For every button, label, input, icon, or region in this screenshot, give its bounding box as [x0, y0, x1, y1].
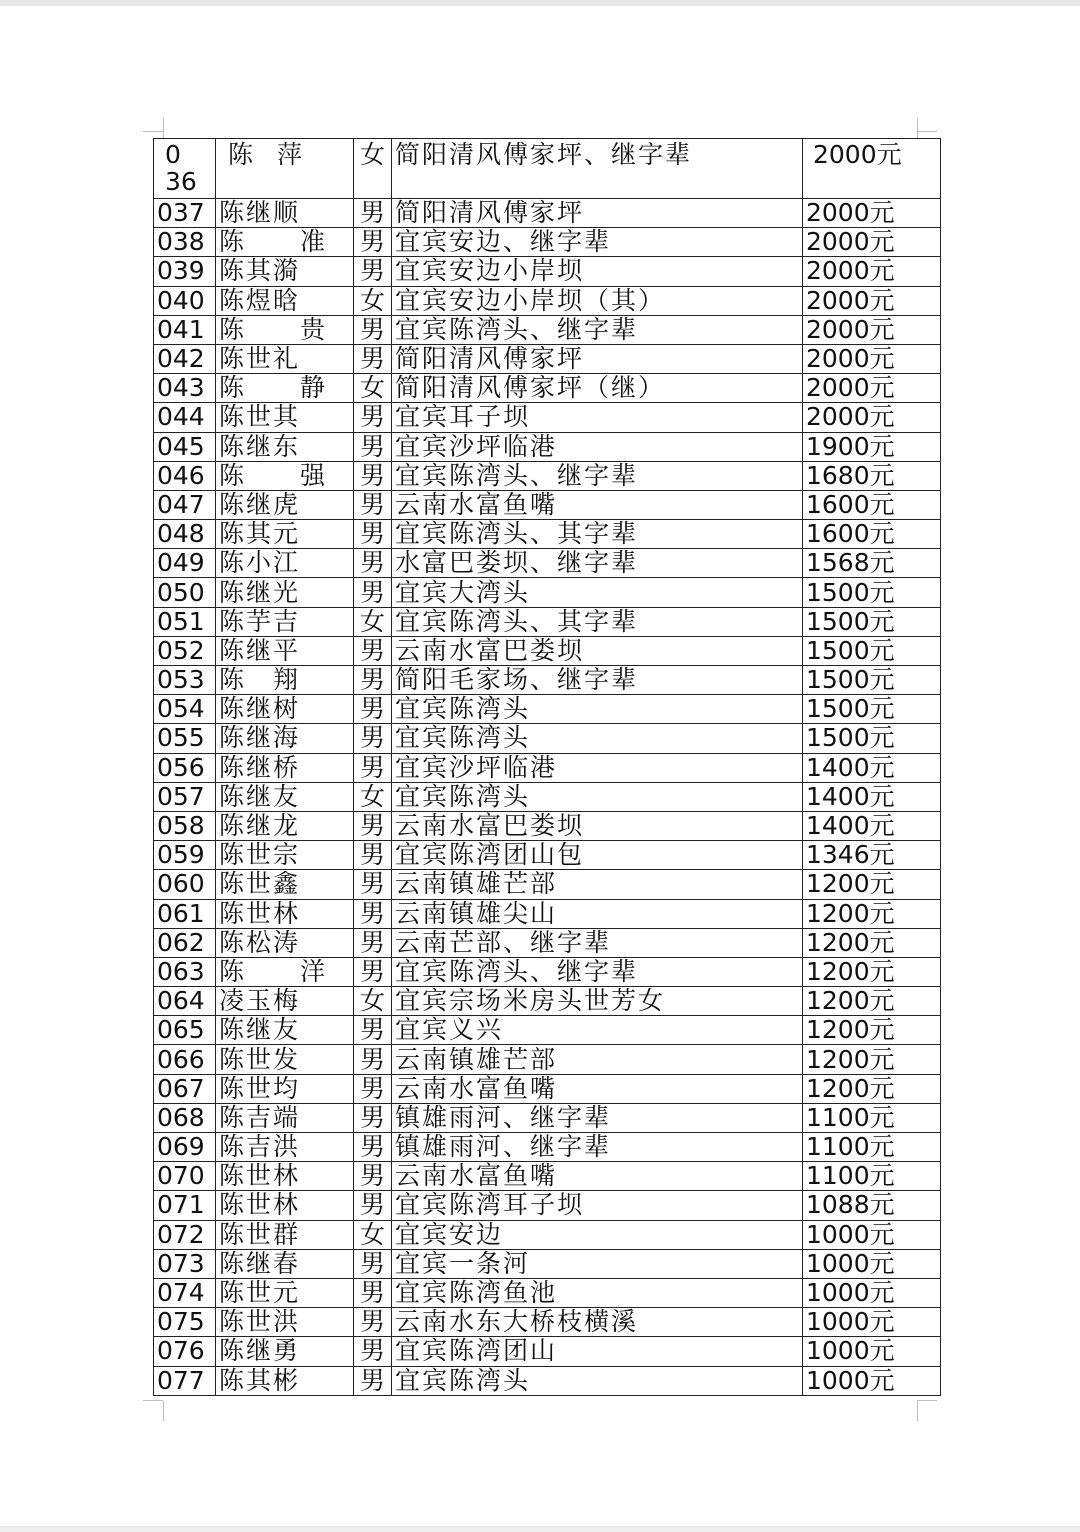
gender-cell: 女 — [354, 782, 392, 811]
gender-cell: 男 — [354, 753, 392, 782]
origin-cell: 云南水富鱼嘴 — [392, 490, 803, 519]
serial-number-cell: 066 — [154, 1045, 216, 1074]
origin-cell: 宜宾一条河 — [392, 1249, 803, 1278]
name-cell: 陈世发 — [216, 1045, 354, 1074]
crop-mark — [917, 1400, 937, 1401]
amount-cell: 1200元 — [803, 1016, 941, 1045]
gender-cell: 男 — [354, 928, 392, 957]
name-cell: 陈煜晗 — [216, 286, 354, 315]
origin-cell: 云南镇雄芒部 — [392, 1045, 803, 1074]
serial-number-cell: 077 — [154, 1366, 216, 1395]
crop-mark — [143, 131, 163, 132]
amount-cell: 2000元 — [803, 286, 941, 315]
name-cell: 陈世元 — [216, 1278, 354, 1307]
table-row — [154, 374, 941, 403]
table-row — [154, 666, 941, 695]
name-cell: 陈世均 — [216, 1074, 354, 1103]
serial-number-cell: 059 — [154, 841, 216, 870]
table-row — [154, 1249, 941, 1278]
amount-cell: 2000元 — [803, 315, 941, 344]
name-cell: 陈其元 — [216, 520, 354, 549]
gender-cell: 男 — [354, 1016, 392, 1045]
table-row — [154, 490, 941, 519]
name-cell: 陈继虎 — [216, 490, 354, 519]
serial-number-cell: 056 — [154, 753, 216, 782]
serial-number-cell: 065 — [154, 1016, 216, 1045]
serial-number-cell: 051 — [154, 607, 216, 636]
origin-cell: 云南芒部、继字辈 — [392, 928, 803, 957]
name-cell: 陈继海 — [216, 724, 354, 753]
serial-number-cell: 049 — [154, 549, 216, 578]
serial-number-cell: 072 — [154, 1220, 216, 1249]
serial-number-cell: 062 — [154, 928, 216, 957]
amount-cell: 1500元 — [803, 607, 941, 636]
amount-cell: 1600元 — [803, 490, 941, 519]
origin-cell: 云南水富鱼嘴 — [392, 1162, 803, 1191]
table-row — [154, 811, 941, 840]
origin-cell: 云南水东大桥枝横溪 — [392, 1308, 803, 1337]
origin-cell: 宜宾陈湾头、其字辈 — [392, 520, 803, 549]
amount-cell: 1200元 — [803, 870, 941, 899]
origin-cell: 宜宾沙坪临港 — [392, 753, 803, 782]
name-cell: 陈继树 — [216, 695, 354, 724]
origin-cell: 云南镇雄尖山 — [392, 899, 803, 928]
gender-cell: 男 — [354, 461, 392, 490]
origin-cell: 简阳清风傅家坪 — [392, 199, 803, 228]
table-row — [154, 1191, 941, 1220]
name-cell: 陈世群 — [216, 1220, 354, 1249]
serial-number-cell: 048 — [154, 520, 216, 549]
amount-cell: 1500元 — [803, 578, 941, 607]
origin-cell: 宜宾宗场米房头世芳女 — [392, 987, 803, 1016]
gender-cell: 男 — [354, 1045, 392, 1074]
name-cell: 陈其彬 — [216, 1366, 354, 1395]
name-cell: 陈继平 — [216, 636, 354, 665]
name-cell: 陈吉端 — [216, 1103, 354, 1132]
table-row — [154, 257, 941, 286]
table-row — [154, 636, 941, 665]
amount-cell: 1500元 — [803, 666, 941, 695]
bottom-edge-bar — [0, 1526, 1080, 1532]
origin-cell: 宜宾陈湾头、继字辈 — [392, 957, 803, 986]
amount-cell: 1400元 — [803, 753, 941, 782]
serial-number-cell: 058 — [154, 811, 216, 840]
table-row — [154, 1103, 941, 1132]
serial-number-cell: 045 — [154, 432, 216, 461]
amount-cell: 1100元 — [803, 1162, 941, 1191]
name-cell: 陈芋吉 — [216, 607, 354, 636]
gender-cell: 男 — [354, 1366, 392, 1395]
table-row — [154, 1074, 941, 1103]
table-row — [154, 1133, 941, 1162]
serial-number-cell: 054 — [154, 695, 216, 724]
table-row — [154, 1045, 941, 1074]
serial-number-cell: 068 — [154, 1103, 216, 1132]
amount-cell: 1000元 — [803, 1278, 941, 1307]
gender-cell: 男 — [354, 1074, 392, 1103]
origin-cell: 宜宾安边小岸坝（其） — [392, 286, 803, 315]
table-row — [154, 695, 941, 724]
table-row — [154, 957, 941, 986]
gender-cell: 男 — [354, 636, 392, 665]
name-cell: 陈世礼 — [216, 344, 354, 373]
table-row — [154, 987, 941, 1016]
origin-cell: 云南镇雄芒部 — [392, 870, 803, 899]
gender-cell: 男 — [354, 870, 392, 899]
table-row — [154, 841, 941, 870]
serial-number-cell: 063 — [154, 957, 216, 986]
serial-number-part: 0 — [165, 140, 181, 169]
serial-number-cell: 074 — [154, 1278, 216, 1307]
serial-number-cell: 040 — [154, 286, 216, 315]
gender-cell: 男 — [354, 403, 392, 432]
gender-cell: 男 — [354, 841, 392, 870]
gender-cell: 男 — [354, 1162, 392, 1191]
serial-number-cell: 069 — [154, 1133, 216, 1162]
crop-mark — [917, 118, 918, 138]
donation-table — [153, 138, 941, 1396]
amount-cell: 2000元 — [803, 139, 941, 199]
origin-cell: 宜宾陈湾团山包 — [392, 841, 803, 870]
origin-cell: 宜宾安边 — [392, 1220, 803, 1249]
name-cell: 陈世宗 — [216, 841, 354, 870]
origin-cell: 宜宾陈湾头、继字辈 — [392, 315, 803, 344]
name-cell: 陈世洪 — [216, 1308, 354, 1337]
name-cell: 陈继东 — [216, 432, 354, 461]
origin-cell: 宜宾陈湾鱼池 — [392, 1278, 803, 1307]
gender-cell: 男 — [354, 1191, 392, 1220]
name-cell: 陈 强 — [216, 461, 354, 490]
serial-number-cell: 038 — [154, 228, 216, 257]
crop-mark — [917, 131, 937, 132]
serial-number-cell: 067 — [154, 1074, 216, 1103]
name-cell: 陈萍 — [216, 139, 354, 199]
serial-number-cell: 060 — [154, 870, 216, 899]
origin-cell: 简阳毛家场、继字辈 — [392, 666, 803, 695]
name-cell: 陈继友 — [216, 782, 354, 811]
table-row — [154, 139, 941, 199]
origin-cell: 宜宾陈湾耳子坝 — [392, 1191, 803, 1220]
serial-number-cell: 075 — [154, 1308, 216, 1337]
origin-cell: 简阳清风傅家坪、继字辈 — [392, 139, 803, 199]
gender-cell: 男 — [354, 257, 392, 286]
top-edge-bar — [0, 0, 1080, 6]
gender-cell: 女 — [354, 1220, 392, 1249]
table-row — [154, 1366, 941, 1395]
gender-cell: 男 — [354, 1278, 392, 1307]
name-cell: 陈继光 — [216, 578, 354, 607]
amount-cell: 1900元 — [803, 432, 941, 461]
serial-number-cell: 064 — [154, 987, 216, 1016]
origin-cell: 宜宾安边小岸坝 — [392, 257, 803, 286]
name-cell: 陈小江 — [216, 549, 354, 578]
origin-cell: 云南水富巴娄坝 — [392, 636, 803, 665]
name-cell: 凌玉梅 — [216, 987, 354, 1016]
serial-number-cell: 052 — [154, 636, 216, 665]
amount-cell: 1100元 — [803, 1133, 941, 1162]
gender-cell: 女 — [354, 139, 392, 199]
table-row — [154, 607, 941, 636]
amount-cell: 1200元 — [803, 1074, 941, 1103]
amount-cell: 1000元 — [803, 1220, 941, 1249]
amount-cell: 1200元 — [803, 957, 941, 986]
origin-cell: 宜宾陈湾头 — [392, 782, 803, 811]
gender-cell: 男 — [354, 344, 392, 373]
amount-cell: 1000元 — [803, 1249, 941, 1278]
origin-cell: 宜宾义兴 — [392, 1016, 803, 1045]
name-cell: 陈继龙 — [216, 811, 354, 840]
crop-mark — [163, 1401, 164, 1421]
gender-cell: 男 — [354, 315, 392, 344]
table-row — [154, 1162, 941, 1191]
amount-cell: 1000元 — [803, 1337, 941, 1366]
serial-number-cell: 047 — [154, 490, 216, 519]
amount-cell: 1568元 — [803, 549, 941, 578]
table-row — [154, 432, 941, 461]
table-row — [154, 578, 941, 607]
table-row — [154, 1308, 941, 1337]
origin-cell: 水富巴娄坝、继字辈 — [392, 549, 803, 578]
name-cell: 陈继勇 — [216, 1337, 354, 1366]
origin-cell: 宜宾陈湾头、其字辈 — [392, 607, 803, 636]
serial-number-cell: 070 — [154, 1162, 216, 1191]
amount-cell: 1000元 — [803, 1308, 941, 1337]
table-row — [154, 782, 941, 811]
amount-cell: 1500元 — [803, 636, 941, 665]
amount-cell: 1200元 — [803, 899, 941, 928]
serial-number-cell: 042 — [154, 344, 216, 373]
name-cell: 陈继春 — [216, 1249, 354, 1278]
gender-cell: 男 — [354, 899, 392, 928]
amount-cell: 1400元 — [803, 811, 941, 840]
gender-cell: 男 — [354, 490, 392, 519]
origin-cell: 简阳清风傅家坪（继） — [392, 374, 803, 403]
origin-cell: 宜宾耳子坝 — [392, 403, 803, 432]
serial-number-cell: 053 — [154, 666, 216, 695]
table-row — [154, 899, 941, 928]
gender-cell: 女 — [354, 607, 392, 636]
name-cell: 陈 静 — [216, 374, 354, 403]
name-cell: 陈世林 — [216, 1191, 354, 1220]
amount-cell: 1000元 — [803, 1366, 941, 1395]
amount-cell: 2000元 — [803, 374, 941, 403]
gender-cell: 男 — [354, 666, 392, 695]
gender-cell: 男 — [354, 1249, 392, 1278]
table-row — [154, 286, 941, 315]
amount-cell: 1200元 — [803, 928, 941, 957]
gender-cell: 男 — [354, 724, 392, 753]
origin-cell: 镇雄雨河、继字辈 — [392, 1133, 803, 1162]
gender-cell: 男 — [354, 549, 392, 578]
origin-cell: 宜宾陈湾头 — [392, 724, 803, 753]
table-row — [154, 549, 941, 578]
table-row — [154, 1278, 941, 1307]
origin-cell: 简阳清风傅家坪 — [392, 344, 803, 373]
table-row — [154, 520, 941, 549]
table-row — [154, 344, 941, 373]
amount-cell: 1200元 — [803, 987, 941, 1016]
name-cell: 陈世鑫 — [216, 870, 354, 899]
donation-table-body — [154, 139, 941, 1396]
gender-cell: 女 — [354, 374, 392, 403]
amount-cell: 1600元 — [803, 520, 941, 549]
table-row — [154, 315, 941, 344]
origin-cell: 云南水富巴娄坝 — [392, 811, 803, 840]
serial-number-cell: 039 — [154, 257, 216, 286]
gender-cell: 男 — [354, 811, 392, 840]
table-row — [154, 870, 941, 899]
serial-number-cell: 055 — [154, 724, 216, 753]
gender-cell: 男 — [354, 695, 392, 724]
amount-cell: 2000元 — [803, 257, 941, 286]
amount-cell: 2000元 — [803, 228, 941, 257]
origin-cell: 宜宾陈湾头、继字辈 — [392, 461, 803, 490]
table-row — [154, 1337, 941, 1366]
gender-cell: 男 — [354, 1133, 392, 1162]
table-row — [154, 1016, 941, 1045]
amount-cell: 1680元 — [803, 461, 941, 490]
crop-mark — [143, 1400, 163, 1401]
crop-mark — [917, 1401, 918, 1421]
name-cell: 陈继友 — [216, 1016, 354, 1045]
gender-cell: 男 — [354, 228, 392, 257]
name-cell: 陈 翔 — [216, 666, 354, 695]
amount-cell: 2000元 — [803, 199, 941, 228]
name-cell: 陈松涛 — [216, 928, 354, 957]
gender-cell: 男 — [354, 1103, 392, 1132]
gender-cell: 男 — [354, 1337, 392, 1366]
table-row — [154, 228, 941, 257]
crop-mark — [163, 118, 164, 138]
serial-number-cell: 043 — [154, 374, 216, 403]
gender-cell: 男 — [354, 578, 392, 607]
name-cell: 陈继桥 — [216, 753, 354, 782]
name-cell: 陈 贵 — [216, 315, 354, 344]
origin-cell: 镇雄雨河、继字辈 — [392, 1103, 803, 1132]
name-cell: 陈吉洪 — [216, 1133, 354, 1162]
table-row — [154, 724, 941, 753]
serial-number-cell — [154, 139, 216, 199]
gender-cell: 男 — [354, 957, 392, 986]
amount-cell: 1088元 — [803, 1191, 941, 1220]
origin-cell: 宜宾沙坪临港 — [392, 432, 803, 461]
serial-number-cell: 073 — [154, 1249, 216, 1278]
name-cell: 陈世其 — [216, 403, 354, 432]
amount-cell: 1346元 — [803, 841, 941, 870]
origin-cell: 宜宾陈湾头 — [392, 1366, 803, 1395]
serial-number-cell: 071 — [154, 1191, 216, 1220]
name-cell: 陈其漪 — [216, 257, 354, 286]
table-row — [154, 403, 941, 432]
origin-cell: 宜宾陈湾头 — [392, 695, 803, 724]
serial-number-cell: 041 — [154, 315, 216, 344]
amount-cell: 1100元 — [803, 1103, 941, 1132]
serial-number-cell: 061 — [154, 899, 216, 928]
table-row — [154, 461, 941, 490]
table-row — [154, 753, 941, 782]
amount-cell: 1500元 — [803, 695, 941, 724]
amount-cell: 1200元 — [803, 1045, 941, 1074]
serial-number-cell: 057 — [154, 782, 216, 811]
origin-cell: 云南水富鱼嘴 — [392, 1074, 803, 1103]
name-cell: 陈继顺 — [216, 199, 354, 228]
gender-cell: 男 — [354, 520, 392, 549]
name-cell: 陈世林 — [216, 1162, 354, 1191]
serial-number-cell: 050 — [154, 578, 216, 607]
gender-cell: 男 — [354, 199, 392, 228]
serial-number-part: 36 — [165, 167, 197, 196]
serial-number-cell: 044 — [154, 403, 216, 432]
amount-cell: 2000元 — [803, 403, 941, 432]
amount-cell: 2000元 — [803, 344, 941, 373]
origin-cell: 宜宾陈湾团山 — [392, 1337, 803, 1366]
gender-cell: 女 — [354, 987, 392, 1016]
serial-number-cell: 046 — [154, 461, 216, 490]
origin-cell: 宜宾安边、继字辈 — [392, 228, 803, 257]
amount-cell: 1500元 — [803, 724, 941, 753]
amount-cell: 1400元 — [803, 782, 941, 811]
name-cell: 陈 洋 — [216, 957, 354, 986]
origin-cell: 宜宾大湾头 — [392, 578, 803, 607]
serial-number-cell: 076 — [154, 1337, 216, 1366]
name-cell: 陈 准 — [216, 228, 354, 257]
serial-number-cell: 037 — [154, 199, 216, 228]
table-row — [154, 1220, 941, 1249]
table-row — [154, 928, 941, 957]
gender-cell: 男 — [354, 1308, 392, 1337]
gender-cell: 女 — [354, 286, 392, 315]
gender-cell: 男 — [354, 432, 392, 461]
name-cell: 陈世林 — [216, 899, 354, 928]
table-row — [154, 199, 941, 228]
